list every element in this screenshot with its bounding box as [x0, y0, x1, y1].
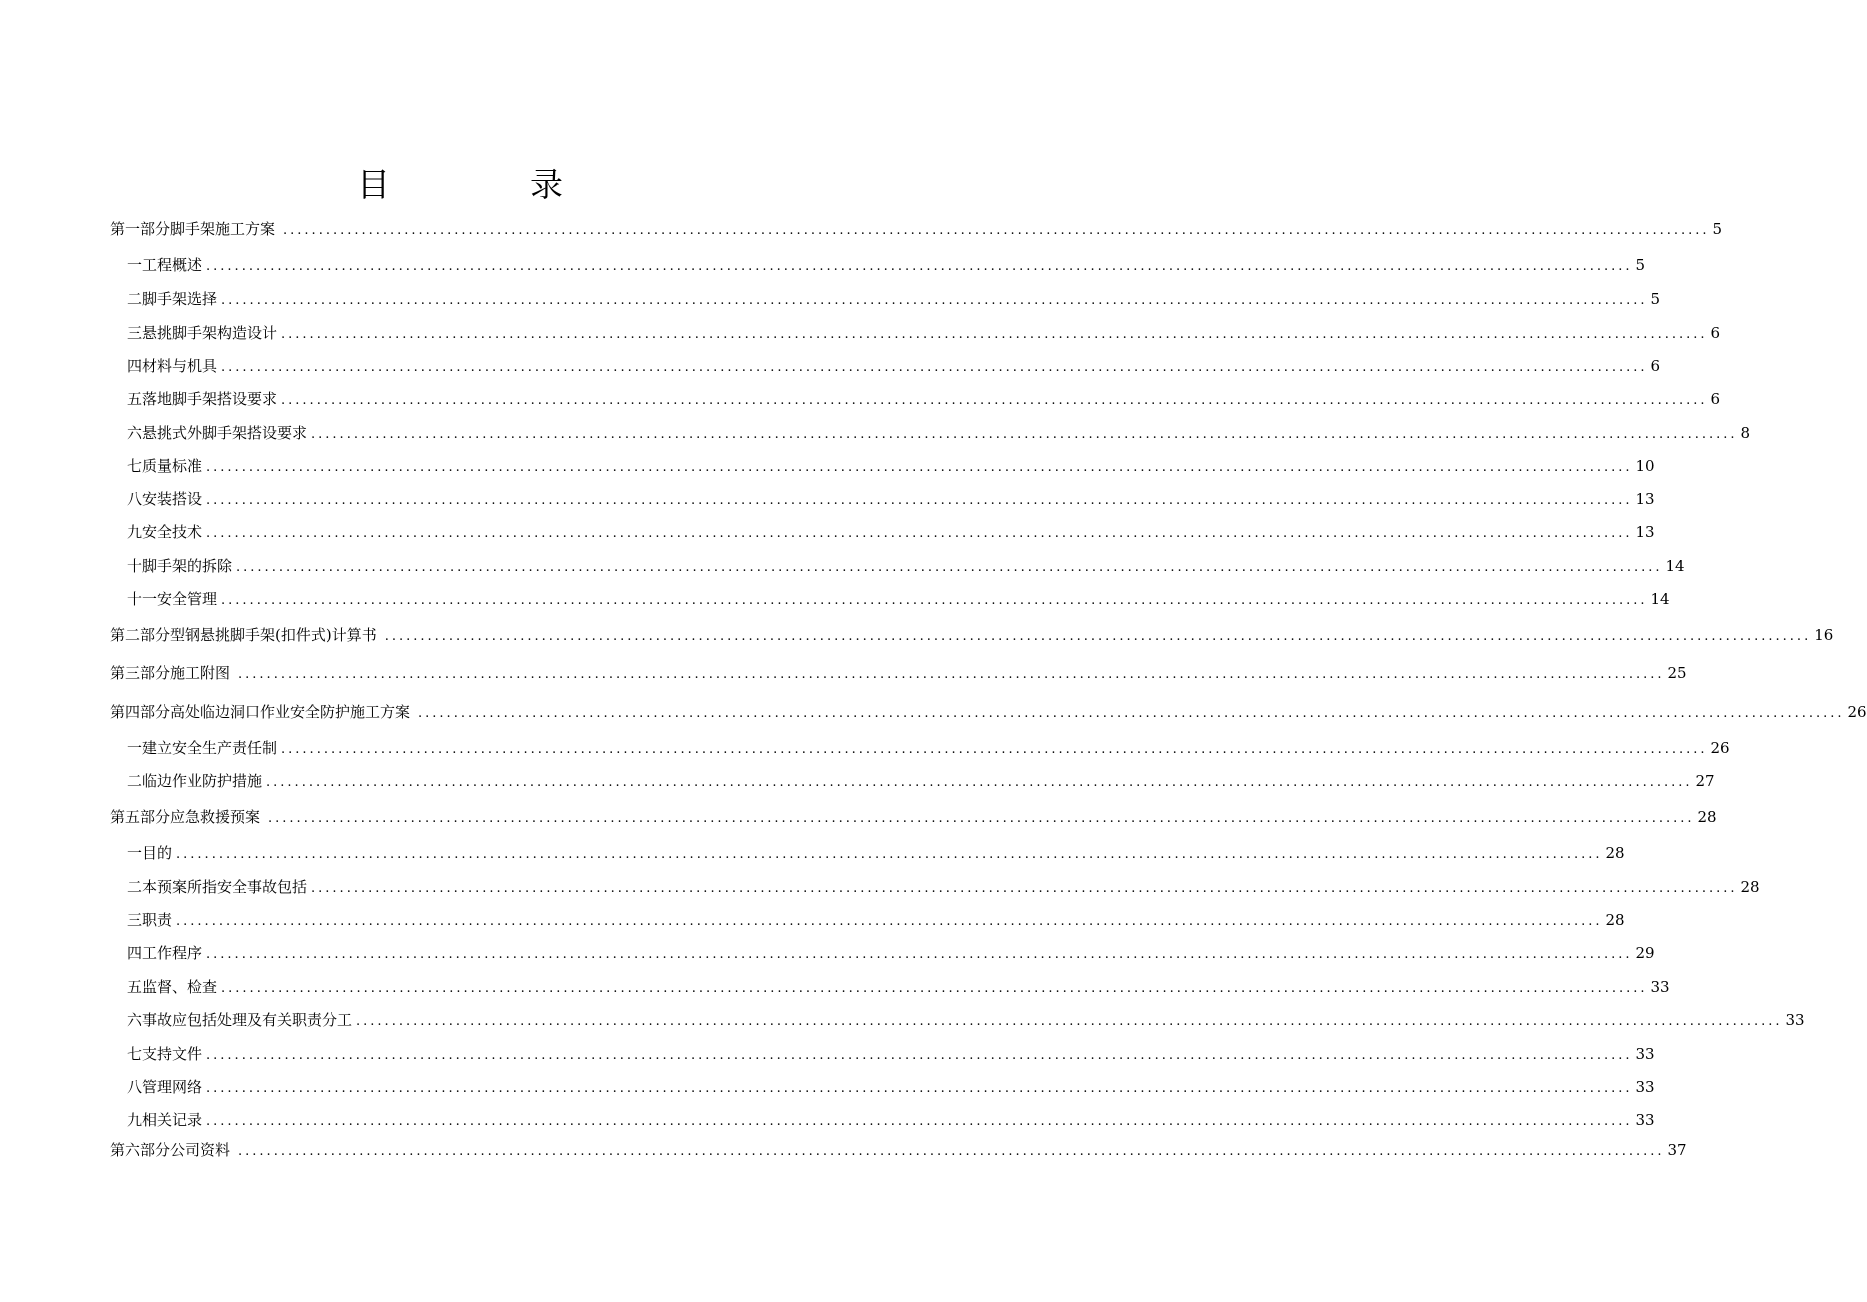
- toc-entry-number: 三: [127, 324, 143, 342]
- toc-entry-label: 施工附图: [170, 664, 231, 682]
- toc-entry-page-number: 10: [1635, 457, 1655, 475]
- toc-entry[interactable]: [110, 625, 1834, 645]
- toc-leader-dots: ........................................................................................................................................................................................................: [281, 327, 1708, 342]
- toc-entry-label: 高处临边洞口作业安全防护施工方案: [170, 703, 411, 721]
- toc-entry-page-number: 14: [1665, 557, 1685, 575]
- toc-title-left: 目: [357, 165, 390, 204]
- toc-entry-number: 第一部分: [110, 220, 171, 238]
- toc-entry-number: 第二部分: [110, 626, 171, 644]
- toc-entry[interactable]: [127, 1044, 1655, 1064]
- toc-leader-dots: ........................................................................................................................................................................................................: [206, 947, 1633, 962]
- toc-leader-dots: ........................................................................................................................................................................................................: [206, 1048, 1633, 1063]
- toc-entry-number: 四: [127, 944, 143, 962]
- toc-leader-dots: ........................................................................................................................................................................................................: [311, 427, 1738, 442]
- toc-entry-label: 安全技术: [142, 523, 203, 541]
- toc-entry-page-number: 26: [1847, 703, 1867, 721]
- toc-entry-label: 工程概述: [142, 256, 203, 274]
- toc-leader-dots: ........................................................................................................................................................................................................: [206, 460, 1633, 475]
- toc-entry-label: 安装搭设: [142, 490, 203, 508]
- toc-entry-label: 应急救援预案: [170, 808, 261, 826]
- toc-entry-page-number: 5: [1635, 256, 1646, 274]
- toc-entry-number: 六: [127, 1011, 143, 1029]
- toc-leader-dots: ........................................................................................................................................................................................................: [266, 775, 1693, 790]
- toc-entry-label: 悬挑脚手架构造设计: [142, 324, 278, 342]
- toc-entry[interactable]: [127, 255, 1646, 275]
- toc-entry[interactable]: [110, 1140, 1687, 1160]
- toc-entry-page-number: 13: [1635, 523, 1655, 541]
- toc-entry-label: 脚手架施工方案: [170, 220, 276, 238]
- toc-leader-dots: ........................................................................................................................................................................................................: [418, 706, 1845, 721]
- toc-entry-page-number: 6: [1710, 390, 1721, 408]
- toc-entry[interactable]: [127, 356, 1661, 376]
- toc-entry-label: 型钢悬挑脚手架(扣件式)计算书: [170, 626, 377, 644]
- toc-entry-number: 六: [127, 424, 143, 442]
- toc-entry-label: 公司资料: [170, 1141, 231, 1159]
- toc-entry-label: 支持文件: [142, 1045, 203, 1063]
- toc-entry-label: 建立安全生产责任制: [142, 739, 278, 757]
- toc-entry[interactable]: [127, 843, 1625, 863]
- toc-leader-dots: ........................................................................................................................................................................................................: [206, 1081, 1633, 1096]
- toc-entry-label: 落地脚手架搭设要求: [142, 390, 278, 408]
- toc-entry-page-number: 8: [1740, 424, 1751, 442]
- toc-entry-label: 监督、检查: [142, 978, 218, 996]
- toc-entry-page-number: 33: [1635, 1111, 1655, 1129]
- toc-leader-dots: ........................................................................................................................................................................................................: [206, 526, 1633, 541]
- toc-leader-dots: ........................................................................................................................................................................................................: [356, 1014, 1783, 1029]
- toc-entry-page-number: 6: [1710, 324, 1721, 342]
- toc-entry-label: 事故应包括处理及有关职责分工: [142, 1011, 353, 1029]
- toc-entry-number: 五: [127, 978, 143, 996]
- toc-leader-dots: ........................................................................................................................................................................................................: [311, 881, 1738, 896]
- toc-leader-dots: ........................................................................................................................................................................................................: [281, 393, 1708, 408]
- toc-leader-dots: ........................................................................................................................................................................................................: [384, 629, 1812, 644]
- toc-leader-dots: ........................................................................................................................................................................................................: [176, 847, 1603, 862]
- toc-entry-label: 脚手架的拆除: [142, 557, 233, 575]
- toc-entry-page-number: 27: [1695, 772, 1715, 790]
- toc-leader-dots: ........................................................................................................................................................................................................: [221, 593, 1648, 608]
- toc-entry-page-number: 33: [1650, 978, 1670, 996]
- toc-entry[interactable]: [127, 489, 1655, 509]
- toc-entry-label: 质量标准: [142, 457, 203, 475]
- toc-entry[interactable]: [127, 556, 1685, 576]
- toc-entry-number: 三: [127, 911, 143, 929]
- toc-entry-page-number: 6: [1650, 357, 1661, 375]
- toc-entry-label: 临边作业防护措施: [142, 772, 263, 790]
- toc-leader-dots: ........................................................................................................................................................................................................: [283, 223, 1710, 238]
- toc-entry-page-number: 29: [1635, 944, 1655, 962]
- toc-entry-number: 二: [127, 878, 143, 896]
- toc-title-right: 录: [530, 165, 563, 204]
- toc-leader-dots: ........................................................................................................................................................................................................: [268, 811, 1695, 826]
- toc-entry-label: 脚手架选择: [142, 290, 218, 308]
- toc-entry-number: 十一: [127, 590, 158, 608]
- toc-entry-number: 七: [127, 457, 143, 475]
- toc-entry-page-number: 5: [1712, 220, 1723, 238]
- toc-entry-page-number: 33: [1635, 1045, 1655, 1063]
- toc-entry[interactable]: [127, 323, 1721, 343]
- toc-leader-dots: ........................................................................................................................................................................................................: [206, 259, 1633, 274]
- toc-leader-dots: ........................................................................................................................................................................................................: [221, 360, 1648, 375]
- toc-entry[interactable]: [127, 389, 1721, 409]
- toc-entry-page-number: 37: [1667, 1141, 1687, 1159]
- toc-entry-number: 第三部分: [110, 664, 171, 682]
- toc-entry-number: 第六部分: [110, 1141, 171, 1159]
- toc-leader-dots: ........................................................................................................................................................................................................: [236, 560, 1663, 575]
- toc-leader-dots: ........................................................................................................................................................................................................: [281, 742, 1708, 757]
- toc-leader-dots: ........................................................................................................................................................................................................: [238, 667, 1665, 682]
- toc-leader-dots: ........................................................................................................................................................................................................: [176, 914, 1603, 929]
- toc-entry-number: 九: [127, 1111, 143, 1129]
- toc-entry-number: 一: [127, 256, 143, 274]
- toc-entry-page-number: 14: [1650, 590, 1670, 608]
- toc-leader-dots: ........................................................................................................................................................................................................: [238, 1144, 1665, 1159]
- toc-leader-dots: ........................................................................................................................................................................................................: [206, 493, 1633, 508]
- toc-entry-page-number: 5: [1650, 290, 1661, 308]
- toc-entry-page-number: 28: [1697, 808, 1717, 826]
- toc-entry[interactable]: [127, 738, 1730, 758]
- toc-entry-page-number: 16: [1814, 626, 1834, 644]
- toc-entry-number: 十: [127, 557, 143, 575]
- toc-entry-label: 相关记录: [142, 1111, 203, 1129]
- toc-entry-page-number: 28: [1605, 844, 1625, 862]
- toc-entry-label: 目的: [142, 844, 173, 862]
- toc-entry-page-number: 33: [1635, 1078, 1655, 1096]
- toc-entry-number: 五: [127, 390, 143, 408]
- toc-entry-number: 第五部分: [110, 808, 171, 826]
- toc-entry-label: 安全管理: [157, 590, 218, 608]
- toc-entry-page-number: 13: [1635, 490, 1655, 508]
- toc-leader-dots: ........................................................................................................................................................................................................: [221, 981, 1648, 996]
- toc-entry-label: 工作程序: [142, 944, 203, 962]
- toc-entry-label: 材料与机具: [142, 357, 218, 375]
- toc-entry-label: 本预案所指安全事故包括: [142, 878, 308, 896]
- toc-entry[interactable]: [110, 702, 1867, 722]
- toc-entry-label: 悬挑式外脚手架搭设要求: [142, 424, 308, 442]
- toc-entry-page-number: 26: [1710, 739, 1730, 757]
- toc-entry[interactable]: [127, 771, 1715, 791]
- toc-entry-number: 一: [127, 739, 143, 757]
- toc-entry[interactable]: [127, 977, 1670, 997]
- toc-entry-page-number: 33: [1785, 1011, 1805, 1029]
- toc-entry-number: 八: [127, 490, 143, 508]
- toc-leader-dots: ........................................................................................................................................................................................................: [206, 1114, 1633, 1129]
- toc-entry[interactable]: [127, 522, 1655, 542]
- toc-entry-page-number: 28: [1605, 911, 1625, 929]
- toc-entry-number: 八: [127, 1078, 143, 1096]
- toc-entry-page-number: 25: [1667, 664, 1687, 682]
- toc-entry[interactable]: [110, 219, 1723, 239]
- toc-entry[interactable]: [127, 1010, 1805, 1030]
- toc-entry[interactable]: [127, 423, 1751, 443]
- toc-entry-number: 二: [127, 290, 143, 308]
- toc-entry[interactable]: [127, 877, 1760, 897]
- toc-entry-number: 九: [127, 523, 143, 541]
- toc-entry-label: 管理网络: [142, 1078, 203, 1096]
- toc-entry-number: 一: [127, 844, 143, 862]
- toc-entry[interactable]: [127, 943, 1655, 963]
- toc-entry-number: 第四部分: [110, 703, 171, 721]
- toc-entry[interactable]: [127, 910, 1625, 930]
- toc-entry[interactable]: [127, 289, 1661, 309]
- toc-entry-number: 二: [127, 772, 143, 790]
- toc-entry[interactable]: [110, 663, 1687, 683]
- toc-entry-label: 职责: [142, 911, 173, 929]
- toc-entry[interactable]: [110, 807, 1717, 827]
- toc-entry-number: 七: [127, 1045, 143, 1063]
- toc-entry[interactable]: [127, 1110, 1655, 1130]
- toc-entry[interactable]: [127, 589, 1670, 609]
- toc-entry[interactable]: [127, 1077, 1655, 1097]
- toc-entry[interactable]: [127, 456, 1655, 476]
- toc-entry-page-number: 28: [1740, 878, 1760, 896]
- toc-leader-dots: ........................................................................................................................................................................................................: [221, 293, 1648, 308]
- toc-entry-number: 四: [127, 357, 143, 375]
